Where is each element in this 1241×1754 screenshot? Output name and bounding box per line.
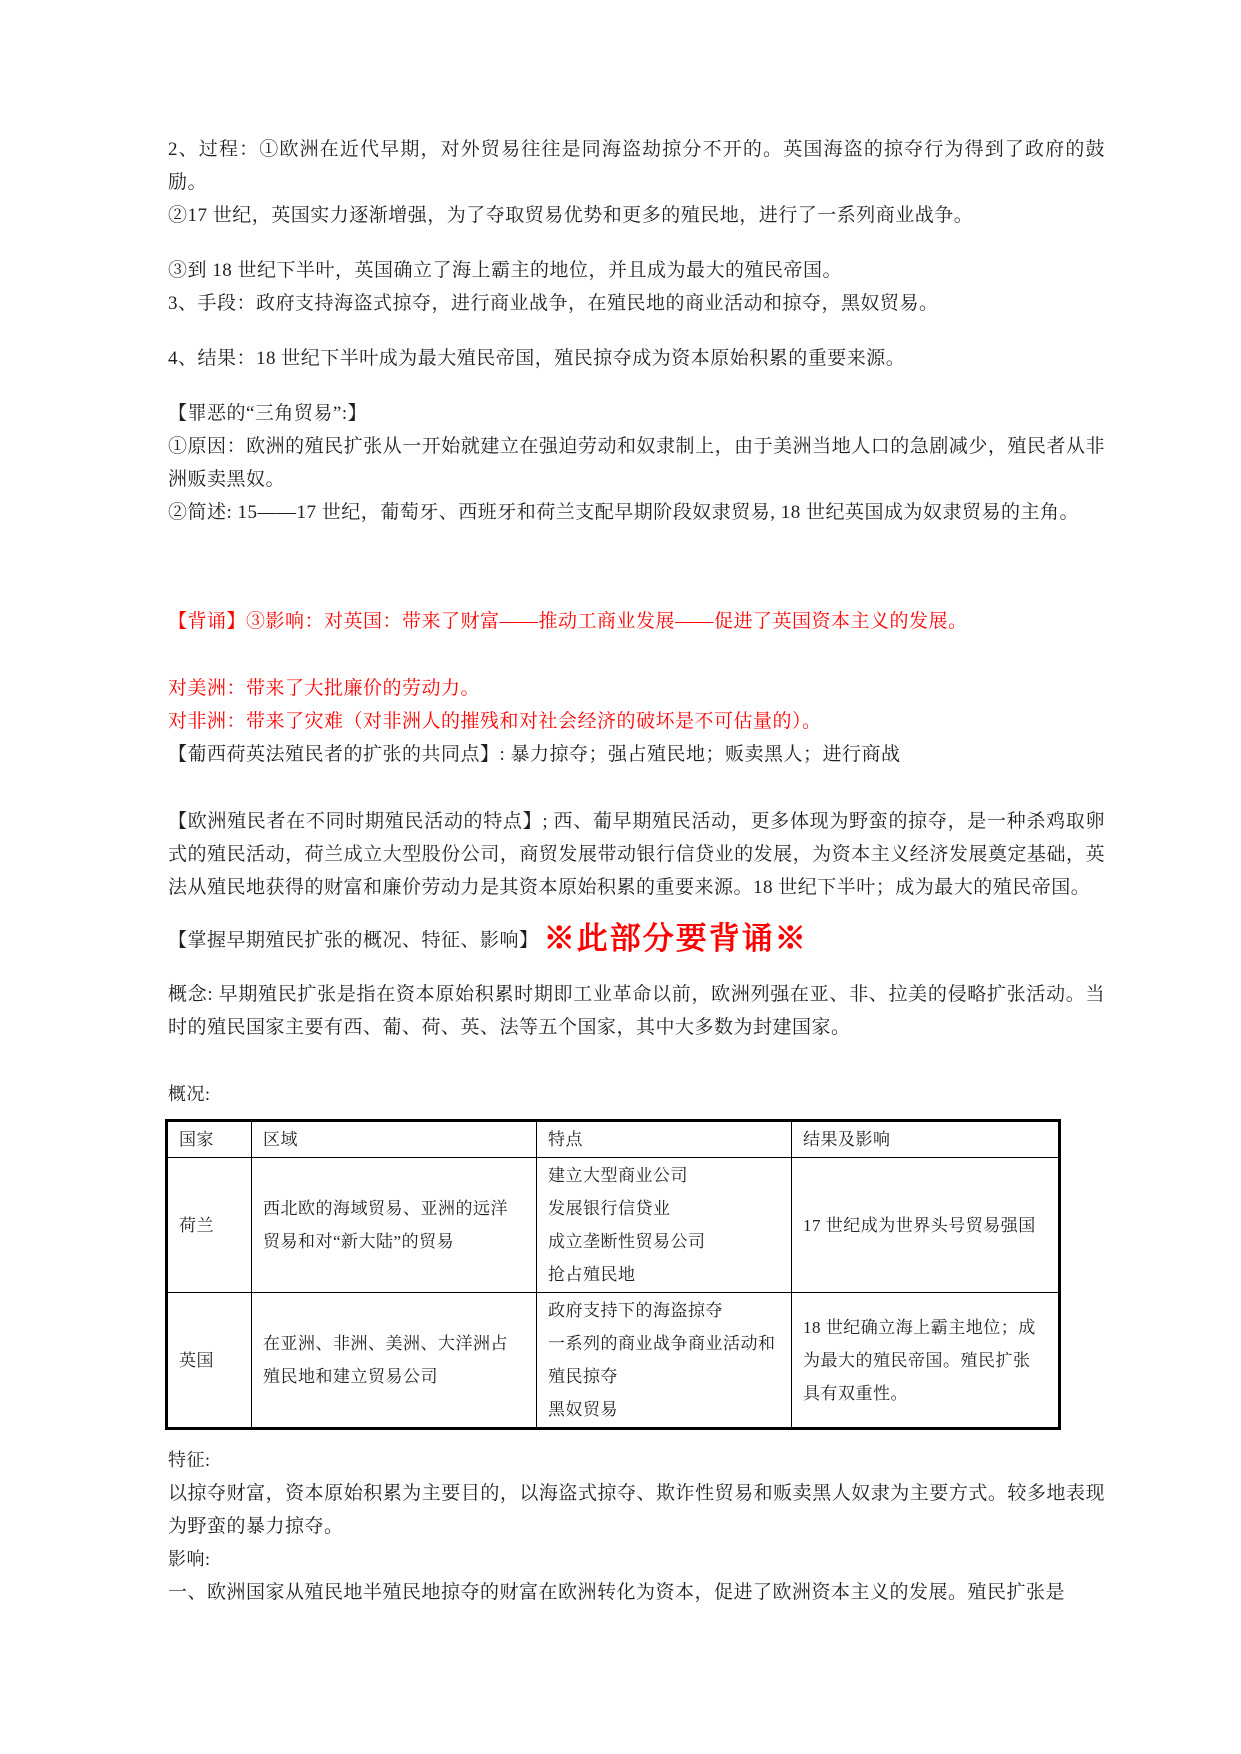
country-cell: 英国 — [167, 1293, 252, 1429]
paragraph-summary: ②简述: 15——17 世纪，葡萄牙、西班牙和荷兰支配早期阶段奴隶贸易, 18 世纪英国成为奴隶贸易的主角。 — [168, 502, 1080, 523]
feature-line: 政府支持下的海盗掠夺 — [548, 1301, 723, 1320]
paragraph-process-2: ②17 世纪，英国实力逐渐增强，为了夺取贸易优势和更多的殖民地，进行了一系列商业战争。 — [168, 205, 974, 226]
memorize-warning: ※此部分要背诵※ — [543, 921, 808, 956]
header-country: 国家 — [167, 1121, 252, 1158]
impact-label: 影响: — [168, 1549, 211, 1569]
paragraph-common-points: 【葡西荷英法殖民者的扩张的共同点】: 暴力掠夺；强占殖民地；贩卖黑人；进行商战 — [168, 744, 901, 765]
region-cell: 西北欧的海域贸易、亚洲的远洋贸易和对“新大陆”的贸易 — [252, 1158, 537, 1293]
features-cell — [537, 1293, 792, 1429]
header-feature: 特点 — [537, 1121, 792, 1158]
header-region: 区域 — [252, 1121, 537, 1158]
feature-line: 黑奴贸易 — [548, 1400, 618, 1419]
traits-label: 特征: — [168, 1450, 211, 1470]
memorize-heading — [168, 916, 1105, 964]
country-cell: 荷兰 — [167, 1158, 252, 1293]
paragraph-impact-africa: 对非洲：带来了灾难（对非洲人的摧残和对社会经济的破坏是不可估量的）。 — [168, 711, 822, 732]
paragraph-process: 2、过程：①欧洲在近代早期，对外贸易往往是同海盗劫掠分不开的。英国海盗的掠夺行为得到了政府的鼓励。 — [168, 139, 1105, 193]
heading-triangle-trade: 【罪恶的“三角贸易”:】 — [168, 403, 368, 424]
feature-line: 成立垄断性贸易公司 — [548, 1232, 706, 1251]
overview-table — [165, 1119, 1061, 1430]
feature-line: 建立大型商业公司 — [548, 1166, 688, 1185]
paragraph-concept: 概念: 早期殖民扩张是指在资本原始积累时期即工业革命以前，欧洲列强在亚、非、拉美的侵略扩张活动。当时的殖民国家主要有西、葡、荷、英、法等五个国家，其中大多数为封建国家。 — [168, 984, 1105, 1038]
paragraph-impact-britain: 【背诵】③影响：对英国：带来了财富——推动工商业发展——促进了英国资本主义的发展。 — [168, 611, 968, 632]
table-row-netherlands — [167, 1158, 1060, 1293]
features-cell — [537, 1158, 792, 1293]
paragraph-result: 4、结果：18 世纪下半叶成为最大殖民帝国，殖民掠夺成为资本原始积累的重要来源。 — [168, 348, 906, 369]
feature-line: 发展银行信贷业 — [548, 1199, 671, 1218]
paragraph-impact-america: 对美洲：带来了大批廉价的劳动力。 — [168, 678, 481, 699]
region-cell: 在亚洲、非洲、美洲、大洋洲占殖民地和建立贸易公司 — [252, 1293, 537, 1429]
table-header-row — [167, 1121, 1060, 1158]
paragraph-cause: ①原因：欧洲的殖民扩张从一开始就建立在强迫劳动和奴隶制上，由于美洲当地人口的急剧减少，殖民者从非洲贩卖黑奴。 — [168, 436, 1105, 490]
paragraph-period-features: 【欧洲殖民者在不同时期殖民活动的特点】; 西、葡早期殖民活动，更多体现为野蛮的掠夺，是一种杀鸡取卵式的殖民活动，荷兰成立大型股份公司，商贸发展带动银行信贷业的发展，为资本主义经济发展奠定基础，英法从殖民地获得的财富和廉价劳动力是其资本原始积累的重要来源。18 世纪下半叶；成为最大的殖民帝国。 — [168, 811, 1105, 898]
feature-line: 一系列的商业战争商业活动和殖民掠夺 — [548, 1334, 776, 1386]
memorize-heading-label: 【掌握早期殖民扩张的概况、特征、影响】 — [168, 930, 539, 951]
paragraph-means: 3、手段：政府支持海盗式掠夺，进行商业战争，在殖民地的商业活动和掠夺，黑奴贸易。 — [168, 293, 939, 314]
overview-label: 概况: — [168, 1084, 211, 1104]
traits-text: 以掠夺财富，资本原始积累为主要目的，以海盗式掠夺、欺诈性贸易和贩卖黑人奴隶为主要方式。较多地表现为野蛮的暴力掠夺。 — [168, 1483, 1105, 1537]
header-result: 结果及影响 — [792, 1121, 1060, 1158]
feature-line: 抢占殖民地 — [548, 1265, 636, 1284]
result-cell: 18 世纪确立海上霸主地位；成为最大的殖民帝国。殖民扩张具有双重性。 — [792, 1293, 1060, 1429]
result-cell: 17 世纪成为世界头号贸易强国 — [792, 1158, 1060, 1293]
table-row-britain — [167, 1293, 1060, 1429]
impact-text: 一、欧洲国家从殖民地半殖民地掠夺的财富在欧洲转化为资本，促进了欧洲资本主义的发展。殖民扩张是 — [168, 1582, 1066, 1603]
paragraph-process-3: ③到 18 世纪下半叶，英国确立了海上霸主的地位，并且成为最大的殖民帝国。 — [168, 260, 843, 281]
